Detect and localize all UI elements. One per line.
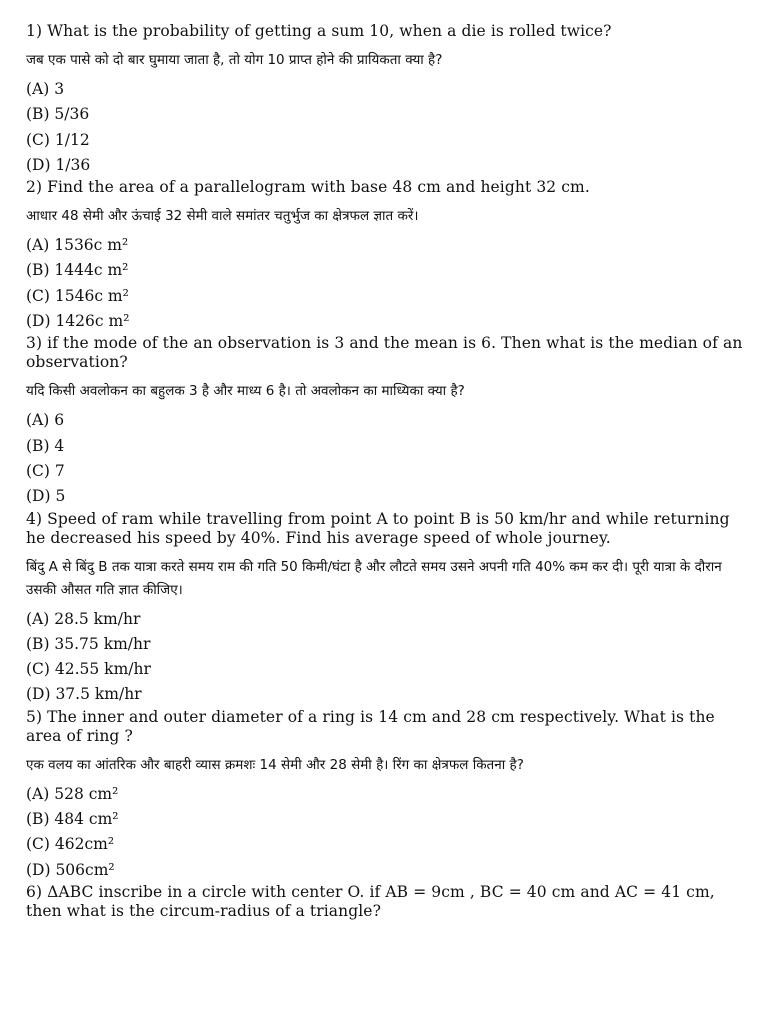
option-list [26,782,746,883]
option-b: (B) 1444c m² [26,261,129,280]
question-3 [26,334,746,509]
option-d: (D) 37.5 km/hr [26,685,142,704]
question-5 [26,708,746,883]
question-6 [26,883,746,921]
option-list [26,77,746,178]
option-list [26,408,746,509]
question-text-english: 6) ΔABC inscribe in a circle with center O. if AB = 9cm , BC = 40 cm and AC = 41 cm, then what is the circum-radius of a triangle? [26,882,715,920]
option-b: (B) 484 cm² [26,810,119,829]
option-a: (A) 528 cm² [26,784,119,803]
question-2 [26,178,746,334]
question-text-hindi: एक वलय का आंतरिक और बाहरी व्यास क्रमशः 14 सेमी और 28 सेमी है। रिंग का क्षेत्रफल कितना है? [26,756,524,773]
question-text-english: 2) Find the area of a parallelogram with base 48 cm and height 32 cm. [26,178,590,197]
question-text-english: 3) if the mode of the an observation is 3 and the mean is 6. Then what is the median of an observation? [26,334,743,372]
option-a: (A) 6 [26,411,65,430]
option-d: (D) 506cm² [26,860,115,879]
option-c: (C) 7 [26,461,65,480]
option-d: (D) 1426c m² [26,312,130,331]
question-text-english: 5) The inner and outer diameter of a ring is 14 cm and 28 cm respectively. What is the area of ring ? [26,707,715,745]
question-text-english: 1) What is the probability of getting a sum 10, when a die is rolled twice? [26,22,612,40]
option-list [26,233,746,334]
question-text-hindi: यदि किसी अवलोकन का बहुलक 3 है और माध्य 6 है। तो अवलोकन का माध्यिका क्या है? [26,383,465,400]
option-c: (C) 462cm² [26,835,115,854]
option-b: (B) 5/36 [26,105,90,124]
question-1 [26,22,746,178]
option-d: (D) 1/36 [26,155,91,174]
question-text-hindi: बिंदु A से बिंदु B तक यात्रा करते समय राम की गति 50 किमी/घंटा है और लौटते समय उसने अपनी गति 40% कम कर दी। पूरी यात्रा के दौरान उसकी औसत गति ज्ञात कीजिए। [26,558,722,598]
option-c: (C) 42.55 km/hr [26,660,151,679]
option-d: (D) 5 [26,487,66,506]
question-4 [26,510,746,708]
option-b: (B) 4 [26,436,65,455]
option-a: (A) 1536c m² [26,236,129,255]
question-text-hindi: आधार 48 सेमी और ऊंचाई 32 सेमी वाले समांतर चतुर्भुज का क्षेत्रफल ज्ञात करें। [26,208,419,225]
question-text-english: 4) Speed of ram while travelling from point A to point B is 50 km/hr and while returning he decreased his speed by 40%. Find his average speed of whole journey. [26,509,730,547]
option-c: (C) 1/12 [26,130,90,149]
question-paper [26,22,746,929]
option-c: (C) 1546c m² [26,286,129,305]
option-list [26,607,746,708]
option-a: (A) 3 [26,80,65,98]
question-text-hindi: जब एक पासे को दो बार घुमाया जाता है, तो योग 10 प्राप्त होने की प्रायिकता क्या है? [26,52,443,68]
option-a: (A) 28.5 km/hr [26,609,141,628]
option-b: (B) 35.75 km/hr [26,634,151,653]
